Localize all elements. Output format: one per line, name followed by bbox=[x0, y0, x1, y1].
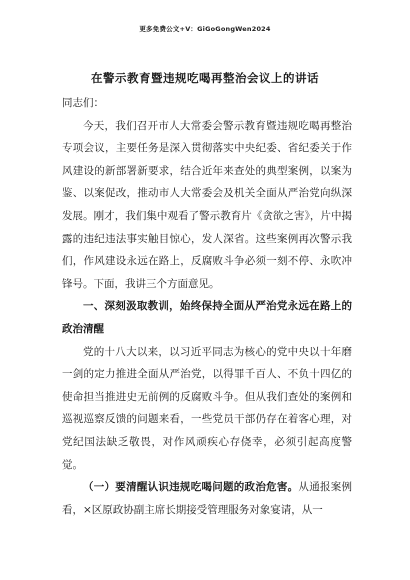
subsection-1-text: 从通报案例看，×区原政协副主席长期接受管理服务对象宴请，从一 bbox=[62, 481, 353, 516]
watermark-text: 更多免费公文+V：GiGoGongWen2024 bbox=[139, 25, 271, 33]
subheading-1: （一）要清醒认识违规吃喝问题的政治危害。 bbox=[83, 481, 299, 494]
paragraph-section-1: 党的十八大以来，以习近平同志为核心的党中央以十年磨一剑的定力推进全面从严治党，以得罪千百人、不负十四亿的使命担当推进史无前例的反腐败斗争。但从我们查处的案例和巡视巡察反馈的问题来看，一些党员干部仍存在着客心理，对党纪国法缺乏敬畏，对作风顽疾心存侥幸，必须引起高度警觉。 bbox=[62, 345, 352, 471]
paragraph-subsection-1 bbox=[62, 476, 352, 521]
document-body bbox=[62, 92, 352, 521]
section-heading-1: 一、深刻汲取教训，始终保持全面从严治党永远在路上的政治清醒 bbox=[62, 300, 352, 335]
document-title: 在警示教育暨违规吃喝再整治会议上的讲话 bbox=[91, 71, 319, 85]
greeting: 同志们： bbox=[62, 97, 104, 109]
paragraph-intro: 今天，我们召开市人大常委会警示教育暨违规吃喝再整治专项会议，主要任务是深入贯彻落实中央纪委、省纪委关于作风建设的新部署新要求，结合近年来查处的典型案例，以案为鉴、以案促改，推动市人大常委会及机关全面从严治党向纵深发展。刚才，我们集中观看了警示教育片《贪欲之害》，片中揭露的违纪违法事实触目惊心，发人深省。这些案例再次警示我们，作风建设永远在路上，反腐败斗争必须一刻不停、永吹冲锋号。下面，我讲三个方面意见。 bbox=[62, 119, 352, 290]
